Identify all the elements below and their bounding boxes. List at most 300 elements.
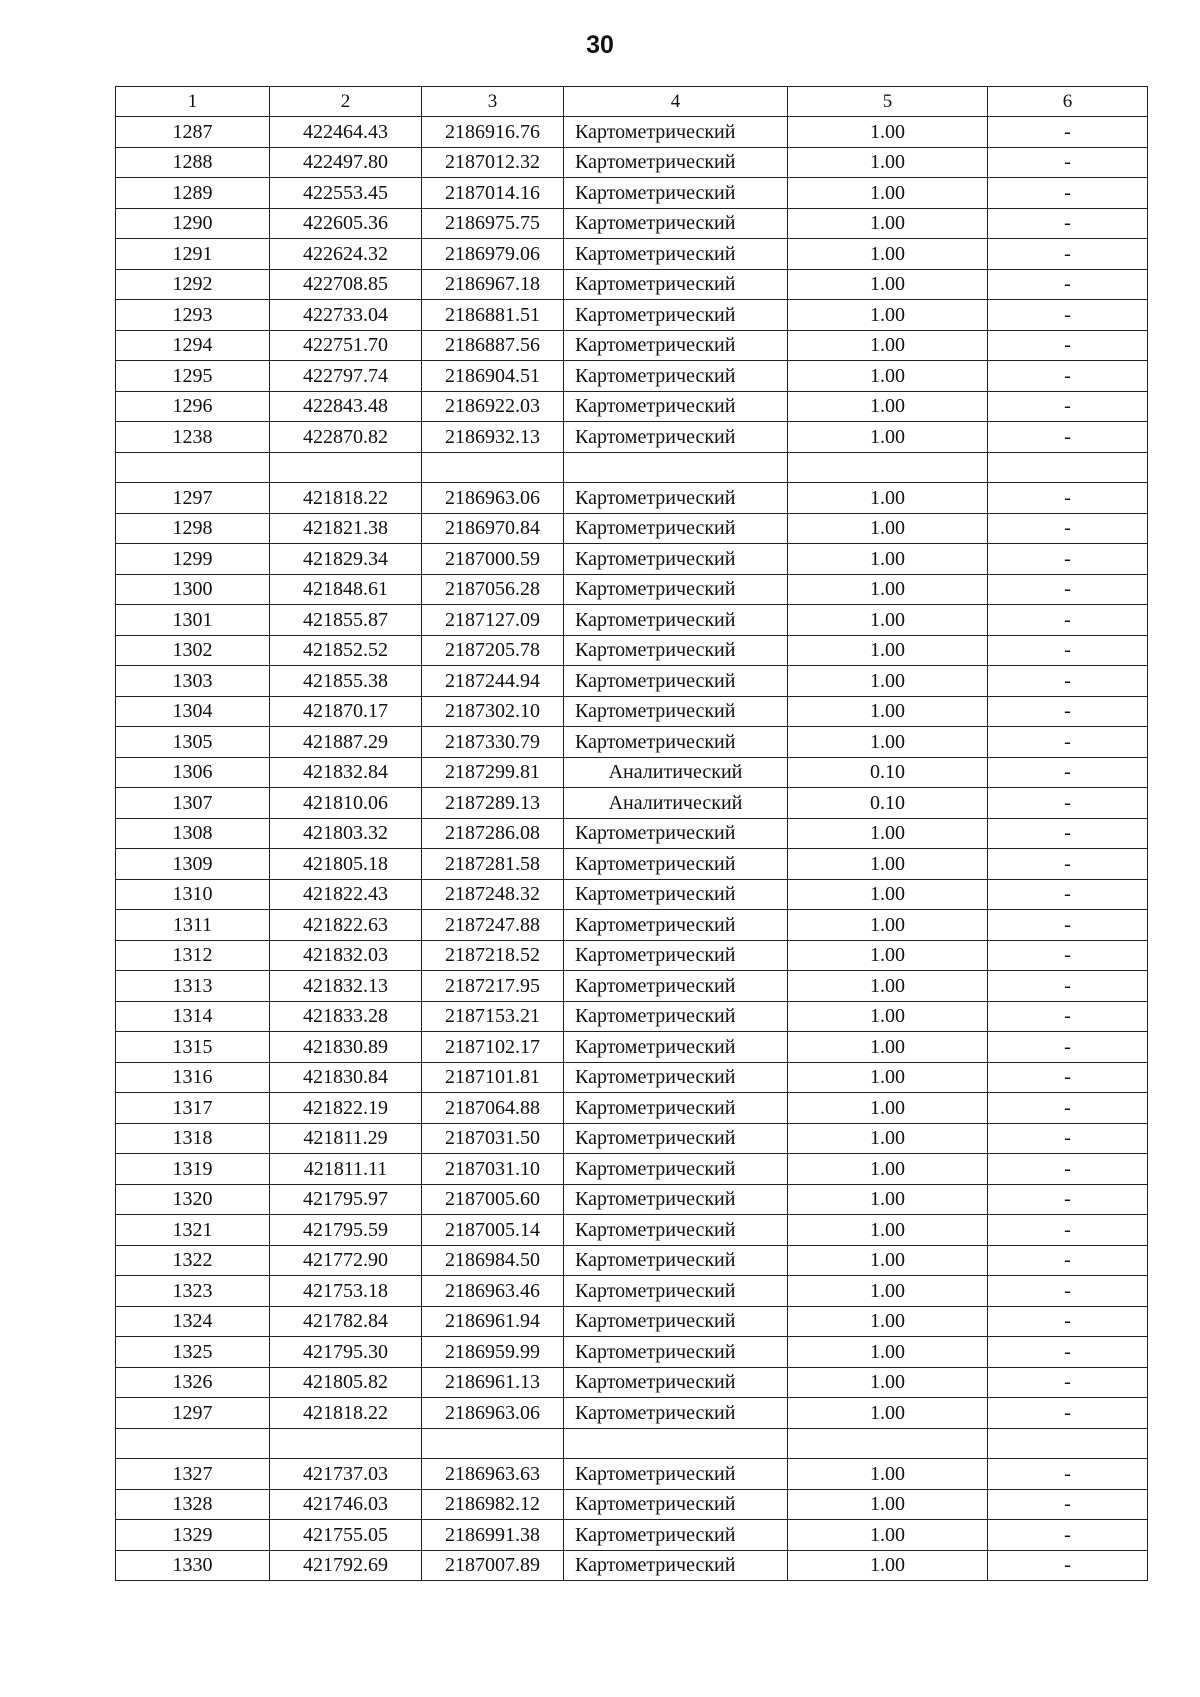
y-coordinate-cell: 2186970.84	[422, 513, 564, 544]
note-cell: -	[988, 391, 1148, 422]
point-number-cell: 1302	[116, 635, 270, 666]
y-coordinate-cell: 2186932.13	[422, 422, 564, 453]
y-coordinate-cell: 2187012.32	[422, 147, 564, 178]
accuracy-cell: 1.00	[788, 666, 988, 697]
table-row	[116, 300, 1148, 331]
y-coordinate-cell: 2187007.89	[422, 1550, 564, 1581]
accuracy-cell	[788, 1428, 988, 1459]
note-cell	[988, 452, 1148, 483]
table-row	[116, 208, 1148, 239]
page-number: 30	[586, 31, 614, 59]
note-cell: -	[988, 1306, 1148, 1337]
method-cell: Картометрический	[564, 1489, 788, 1520]
note-cell: -	[988, 605, 1148, 636]
x-coordinate-cell: 421855.38	[270, 666, 422, 697]
table-row	[116, 940, 1148, 971]
y-coordinate-cell: 2186963.06	[422, 483, 564, 514]
y-coordinate-cell: 2186984.50	[422, 1245, 564, 1276]
point-number-cell: 1328	[116, 1489, 270, 1520]
note-cell: -	[988, 361, 1148, 392]
method-cell: Картометрический	[564, 208, 788, 239]
x-coordinate-cell: 421852.52	[270, 635, 422, 666]
x-coordinate-cell: 421792.69	[270, 1550, 422, 1581]
method-cell: Картометрический	[564, 1245, 788, 1276]
y-coordinate-cell: 2187247.88	[422, 910, 564, 941]
note-cell: -	[988, 544, 1148, 575]
y-coordinate-cell: 2187005.60	[422, 1184, 564, 1215]
y-coordinate-cell: 2187217.95	[422, 971, 564, 1002]
accuracy-cell: 1.00	[788, 1032, 988, 1063]
table-row	[116, 1123, 1148, 1154]
header-cell: 5	[788, 87, 988, 117]
x-coordinate-cell: 421772.90	[270, 1245, 422, 1276]
method-cell: Картометрический	[564, 1398, 788, 1429]
point-number-cell: 1298	[116, 513, 270, 544]
method-cell: Картометрический	[564, 879, 788, 910]
table-row	[116, 422, 1148, 453]
note-cell: -	[988, 330, 1148, 361]
note-cell: -	[988, 757, 1148, 788]
accuracy-cell: 1.00	[788, 178, 988, 209]
x-coordinate-cell: 421795.97	[270, 1184, 422, 1215]
note-cell: -	[988, 666, 1148, 697]
note-cell: -	[988, 788, 1148, 819]
point-number-cell: 1289	[116, 178, 270, 209]
method-cell: Картометрический	[564, 605, 788, 636]
table-row	[116, 849, 1148, 880]
table-row	[116, 330, 1148, 361]
y-coordinate-cell: 2186904.51	[422, 361, 564, 392]
y-coordinate-cell: 2186963.46	[422, 1276, 564, 1307]
point-number-cell: 1296	[116, 391, 270, 422]
table-row	[116, 818, 1148, 849]
method-cell: Картометрический	[564, 513, 788, 544]
accuracy-cell: 1.00	[788, 300, 988, 331]
note-cell: -	[988, 483, 1148, 514]
method-cell: Картометрический	[564, 1032, 788, 1063]
table-row	[116, 910, 1148, 941]
point-number-cell: 1330	[116, 1550, 270, 1581]
accuracy-cell: 1.00	[788, 696, 988, 727]
y-coordinate-cell: 2186922.03	[422, 391, 564, 422]
point-number-cell: 1301	[116, 605, 270, 636]
accuracy-cell: 1.00	[788, 818, 988, 849]
x-coordinate-cell: 421811.11	[270, 1154, 422, 1185]
accuracy-cell: 1.00	[788, 1367, 988, 1398]
coordinates-table	[115, 86, 1148, 1581]
x-coordinate-cell: 421737.03	[270, 1459, 422, 1490]
note-cell: -	[988, 147, 1148, 178]
note-cell: -	[988, 513, 1148, 544]
note-cell: -	[988, 117, 1148, 148]
table-row	[116, 1489, 1148, 1520]
note-cell: -	[988, 300, 1148, 331]
accuracy-cell: 1.00	[788, 483, 988, 514]
method-cell: Картометрический	[564, 1215, 788, 1246]
y-coordinate-cell: 2186979.06	[422, 239, 564, 270]
x-coordinate-cell: 421822.63	[270, 910, 422, 941]
header-cell: 6	[988, 87, 1148, 117]
point-number-cell: 1294	[116, 330, 270, 361]
method-cell: Картометрический	[564, 574, 788, 605]
y-coordinate-cell: 2187299.81	[422, 757, 564, 788]
accuracy-cell: 1.00	[788, 910, 988, 941]
x-coordinate-cell: 422797.74	[270, 361, 422, 392]
point-number-cell: 1305	[116, 727, 270, 758]
y-coordinate-cell: 2186887.56	[422, 330, 564, 361]
x-coordinate-cell: 421822.43	[270, 879, 422, 910]
accuracy-cell: 1.00	[788, 544, 988, 575]
point-number-cell: 1319	[116, 1154, 270, 1185]
table-row	[116, 696, 1148, 727]
x-coordinate-cell: 421805.18	[270, 849, 422, 880]
method-cell	[564, 452, 788, 483]
note-cell: -	[988, 879, 1148, 910]
table-row	[116, 666, 1148, 697]
x-coordinate-cell: 421870.17	[270, 696, 422, 727]
y-coordinate-cell: 2186881.51	[422, 300, 564, 331]
x-coordinate-cell: 421833.28	[270, 1001, 422, 1032]
y-coordinate-cell: 2187153.21	[422, 1001, 564, 1032]
method-cell: Картометрический	[564, 696, 788, 727]
table-row	[116, 1001, 1148, 1032]
note-cell: -	[988, 1032, 1148, 1063]
x-coordinate-cell: 421830.84	[270, 1062, 422, 1093]
point-number-cell: 1300	[116, 574, 270, 605]
method-cell: Картометрический	[564, 361, 788, 392]
x-coordinate-cell: 421753.18	[270, 1276, 422, 1307]
x-coordinate-cell: 422464.43	[270, 117, 422, 148]
point-number-cell: 1315	[116, 1032, 270, 1063]
table-row	[116, 757, 1148, 788]
note-cell: -	[988, 1367, 1148, 1398]
accuracy-cell: 1.00	[788, 879, 988, 910]
y-coordinate-cell: 2187102.17	[422, 1032, 564, 1063]
note-cell	[988, 1428, 1148, 1459]
table-header-row	[116, 87, 1148, 117]
accuracy-cell: 1.00	[788, 1001, 988, 1032]
accuracy-cell: 1.00	[788, 727, 988, 758]
accuracy-cell: 1.00	[788, 1215, 988, 1246]
point-number-cell: 1314	[116, 1001, 270, 1032]
method-cell: Картометрический	[564, 178, 788, 209]
accuracy-cell: 1.00	[788, 1459, 988, 1490]
table-row	[116, 1215, 1148, 1246]
point-number-cell: 1299	[116, 544, 270, 575]
note-cell: -	[988, 727, 1148, 758]
y-coordinate-cell: 2187031.50	[422, 1123, 564, 1154]
table-row	[116, 239, 1148, 270]
point-number-cell: 1327	[116, 1459, 270, 1490]
point-number-cell: 1307	[116, 788, 270, 819]
table-row	[116, 513, 1148, 544]
point-number-cell: 1308	[116, 818, 270, 849]
accuracy-cell: 1.00	[788, 1062, 988, 1093]
note-cell: -	[988, 269, 1148, 300]
note-cell: -	[988, 1184, 1148, 1215]
x-coordinate-cell: 422497.80	[270, 147, 422, 178]
header-cell: 4	[564, 87, 788, 117]
x-coordinate-cell: 421832.84	[270, 757, 422, 788]
method-cell: Картометрический	[564, 239, 788, 270]
y-coordinate-cell: 2186963.63	[422, 1459, 564, 1490]
method-cell: Картометрический	[564, 1062, 788, 1093]
accuracy-cell: 1.00	[788, 1245, 988, 1276]
note-cell: -	[988, 1215, 1148, 1246]
y-coordinate-cell: 2186991.38	[422, 1520, 564, 1551]
y-coordinate-cell: 2187286.08	[422, 818, 564, 849]
method-cell: Картометрический	[564, 269, 788, 300]
note-cell: -	[988, 1093, 1148, 1124]
x-coordinate-cell: 421746.03	[270, 1489, 422, 1520]
y-coordinate-cell: 2187205.78	[422, 635, 564, 666]
point-number-cell: 1290	[116, 208, 270, 239]
accuracy-cell: 1.00	[788, 971, 988, 1002]
x-coordinate-cell: 421818.22	[270, 1398, 422, 1429]
note-cell: -	[988, 1550, 1148, 1581]
x-coordinate-cell: 422733.04	[270, 300, 422, 331]
y-coordinate-cell: 2186916.76	[422, 117, 564, 148]
table-row	[116, 1032, 1148, 1063]
point-number-cell: 1303	[116, 666, 270, 697]
method-cell: Картометрический	[564, 300, 788, 331]
table-row	[116, 1550, 1148, 1581]
method-cell: Картометрический	[564, 544, 788, 575]
y-coordinate-cell	[422, 452, 564, 483]
table-row	[116, 1062, 1148, 1093]
method-cell: Картометрический	[564, 818, 788, 849]
table-row	[116, 1093, 1148, 1124]
x-coordinate-cell: 421848.61	[270, 574, 422, 605]
x-coordinate-cell: 421821.38	[270, 513, 422, 544]
x-coordinate-cell: 421818.22	[270, 483, 422, 514]
note-cell: -	[988, 1123, 1148, 1154]
table-row	[116, 178, 1148, 209]
point-number-cell: 1329	[116, 1520, 270, 1551]
y-coordinate-cell: 2186963.06	[422, 1398, 564, 1429]
table-row	[116, 1276, 1148, 1307]
method-cell: Картометрический	[564, 422, 788, 453]
accuracy-cell: 1.00	[788, 940, 988, 971]
method-cell: Аналитический	[564, 788, 788, 819]
method-cell: Картометрический	[564, 849, 788, 880]
y-coordinate-cell: 2186982.12	[422, 1489, 564, 1520]
table-row	[116, 1306, 1148, 1337]
x-coordinate-cell: 421830.89	[270, 1032, 422, 1063]
method-cell	[564, 1428, 788, 1459]
y-coordinate-cell: 2187302.10	[422, 696, 564, 727]
accuracy-cell: 1.00	[788, 1550, 988, 1581]
accuracy-cell: 1.00	[788, 1306, 988, 1337]
point-number-cell: 1297	[116, 483, 270, 514]
accuracy-cell: 1.00	[788, 239, 988, 270]
note-cell: -	[988, 849, 1148, 880]
point-number-cell: 1325	[116, 1337, 270, 1368]
accuracy-cell: 1.00	[788, 422, 988, 453]
method-cell: Картометрический	[564, 1184, 788, 1215]
accuracy-cell: 1.00	[788, 269, 988, 300]
method-cell: Картометрический	[564, 1367, 788, 1398]
y-coordinate-cell: 2187281.58	[422, 849, 564, 880]
point-number-cell: 1310	[116, 879, 270, 910]
note-cell: -	[988, 574, 1148, 605]
x-coordinate-cell: 421832.03	[270, 940, 422, 971]
point-number-cell: 1293	[116, 300, 270, 331]
note-cell: -	[988, 208, 1148, 239]
table-row	[116, 1184, 1148, 1215]
method-cell: Картометрический	[564, 1154, 788, 1185]
note-cell: -	[988, 1520, 1148, 1551]
accuracy-cell: 0.10	[788, 757, 988, 788]
x-coordinate-cell: 421832.13	[270, 971, 422, 1002]
y-coordinate-cell: 2187330.79	[422, 727, 564, 758]
y-coordinate-cell: 2187248.32	[422, 879, 564, 910]
method-cell: Картометрический	[564, 1459, 788, 1490]
table-separator-row	[116, 452, 1148, 483]
method-cell: Картометрический	[564, 940, 788, 971]
method-cell: Картометрический	[564, 1337, 788, 1368]
accuracy-cell: 1.00	[788, 1093, 988, 1124]
accuracy-cell: 1.00	[788, 147, 988, 178]
method-cell: Аналитический	[564, 757, 788, 788]
method-cell: Картометрический	[564, 1001, 788, 1032]
x-coordinate-cell: 421810.06	[270, 788, 422, 819]
method-cell: Картометрический	[564, 1123, 788, 1154]
note-cell: -	[988, 239, 1148, 270]
point-number-cell: 1324	[116, 1306, 270, 1337]
header-cell: 3	[422, 87, 564, 117]
accuracy-cell: 1.00	[788, 117, 988, 148]
x-coordinate-cell: 422605.36	[270, 208, 422, 239]
y-coordinate-cell: 2187014.16	[422, 178, 564, 209]
accuracy-cell: 1.00	[788, 849, 988, 880]
y-coordinate-cell: 2186961.94	[422, 1306, 564, 1337]
y-coordinate-cell: 2186961.13	[422, 1367, 564, 1398]
table-row	[116, 483, 1148, 514]
header-cell: 2	[270, 87, 422, 117]
note-cell: -	[988, 1489, 1148, 1520]
point-number-cell: 1297	[116, 1398, 270, 1429]
point-number-cell: 1288	[116, 147, 270, 178]
accuracy-cell: 1.00	[788, 208, 988, 239]
method-cell: Картометрический	[564, 391, 788, 422]
y-coordinate-cell: 2186967.18	[422, 269, 564, 300]
method-cell: Картометрический	[564, 330, 788, 361]
table-body	[116, 87, 1148, 1581]
accuracy-cell: 1.00	[788, 1520, 988, 1551]
accuracy-cell: 1.00	[788, 1398, 988, 1429]
y-coordinate-cell: 2187031.10	[422, 1154, 564, 1185]
x-coordinate-cell: 421782.84	[270, 1306, 422, 1337]
point-number-cell: 1292	[116, 269, 270, 300]
x-coordinate-cell: 421805.82	[270, 1367, 422, 1398]
note-cell: -	[988, 940, 1148, 971]
point-number-cell	[116, 1428, 270, 1459]
table-row	[116, 391, 1148, 422]
method-cell: Картометрический	[564, 635, 788, 666]
x-coordinate-cell: 421795.30	[270, 1337, 422, 1368]
point-number-cell: 1309	[116, 849, 270, 880]
x-coordinate-cell: 421811.29	[270, 1123, 422, 1154]
accuracy-cell: 1.00	[788, 1489, 988, 1520]
point-number-cell: 1311	[116, 910, 270, 941]
point-number-cell	[116, 452, 270, 483]
y-coordinate-cell: 2187127.09	[422, 605, 564, 636]
point-number-cell: 1317	[116, 1093, 270, 1124]
table-row	[116, 574, 1148, 605]
header-cell: 1	[116, 87, 270, 117]
point-number-cell: 1323	[116, 1276, 270, 1307]
point-number-cell: 1287	[116, 117, 270, 148]
note-cell: -	[988, 1001, 1148, 1032]
x-coordinate-cell: 421795.59	[270, 1215, 422, 1246]
point-number-cell: 1306	[116, 757, 270, 788]
y-coordinate-cell: 2187000.59	[422, 544, 564, 575]
x-coordinate-cell: 421822.19	[270, 1093, 422, 1124]
point-number-cell: 1304	[116, 696, 270, 727]
table-row	[116, 1459, 1148, 1490]
method-cell: Картометрический	[564, 483, 788, 514]
y-coordinate-cell: 2187064.88	[422, 1093, 564, 1124]
y-coordinate-cell	[422, 1428, 564, 1459]
accuracy-cell: 1.00	[788, 605, 988, 636]
table-row	[116, 361, 1148, 392]
table-row	[116, 727, 1148, 758]
table-row	[116, 788, 1148, 819]
table-row	[116, 269, 1148, 300]
y-coordinate-cell: 2186959.99	[422, 1337, 564, 1368]
method-cell: Картометрический	[564, 910, 788, 941]
x-coordinate-cell: 422843.48	[270, 391, 422, 422]
note-cell: -	[988, 1245, 1148, 1276]
accuracy-cell	[788, 452, 988, 483]
x-coordinate-cell: 421887.29	[270, 727, 422, 758]
x-coordinate-cell: 422553.45	[270, 178, 422, 209]
method-cell: Картометрический	[564, 117, 788, 148]
method-cell: Картометрический	[564, 1306, 788, 1337]
accuracy-cell: 1.00	[788, 1154, 988, 1185]
note-cell: -	[988, 635, 1148, 666]
accuracy-cell: 0.10	[788, 788, 988, 819]
y-coordinate-cell: 2187101.81	[422, 1062, 564, 1093]
method-cell: Картометрический	[564, 1520, 788, 1551]
x-coordinate-cell: 421829.34	[270, 544, 422, 575]
y-coordinate-cell: 2187244.94	[422, 666, 564, 697]
point-number-cell: 1312	[116, 940, 270, 971]
note-cell: -	[988, 1276, 1148, 1307]
accuracy-cell: 1.00	[788, 391, 988, 422]
table-row	[116, 635, 1148, 666]
note-cell: -	[988, 1062, 1148, 1093]
y-coordinate-cell: 2187056.28	[422, 574, 564, 605]
x-coordinate-cell	[270, 452, 422, 483]
x-coordinate-cell: 422870.82	[270, 422, 422, 453]
y-coordinate-cell: 2187218.52	[422, 940, 564, 971]
method-cell: Картометрический	[564, 1550, 788, 1581]
note-cell: -	[988, 971, 1148, 1002]
point-number-cell: 1321	[116, 1215, 270, 1246]
accuracy-cell: 1.00	[788, 1123, 988, 1154]
note-cell: -	[988, 422, 1148, 453]
point-number-cell: 1313	[116, 971, 270, 1002]
point-number-cell: 1238	[116, 422, 270, 453]
accuracy-cell: 1.00	[788, 574, 988, 605]
point-number-cell: 1291	[116, 239, 270, 270]
accuracy-cell: 1.00	[788, 635, 988, 666]
x-coordinate-cell: 422751.70	[270, 330, 422, 361]
method-cell: Картометрический	[564, 971, 788, 1002]
accuracy-cell: 1.00	[788, 361, 988, 392]
